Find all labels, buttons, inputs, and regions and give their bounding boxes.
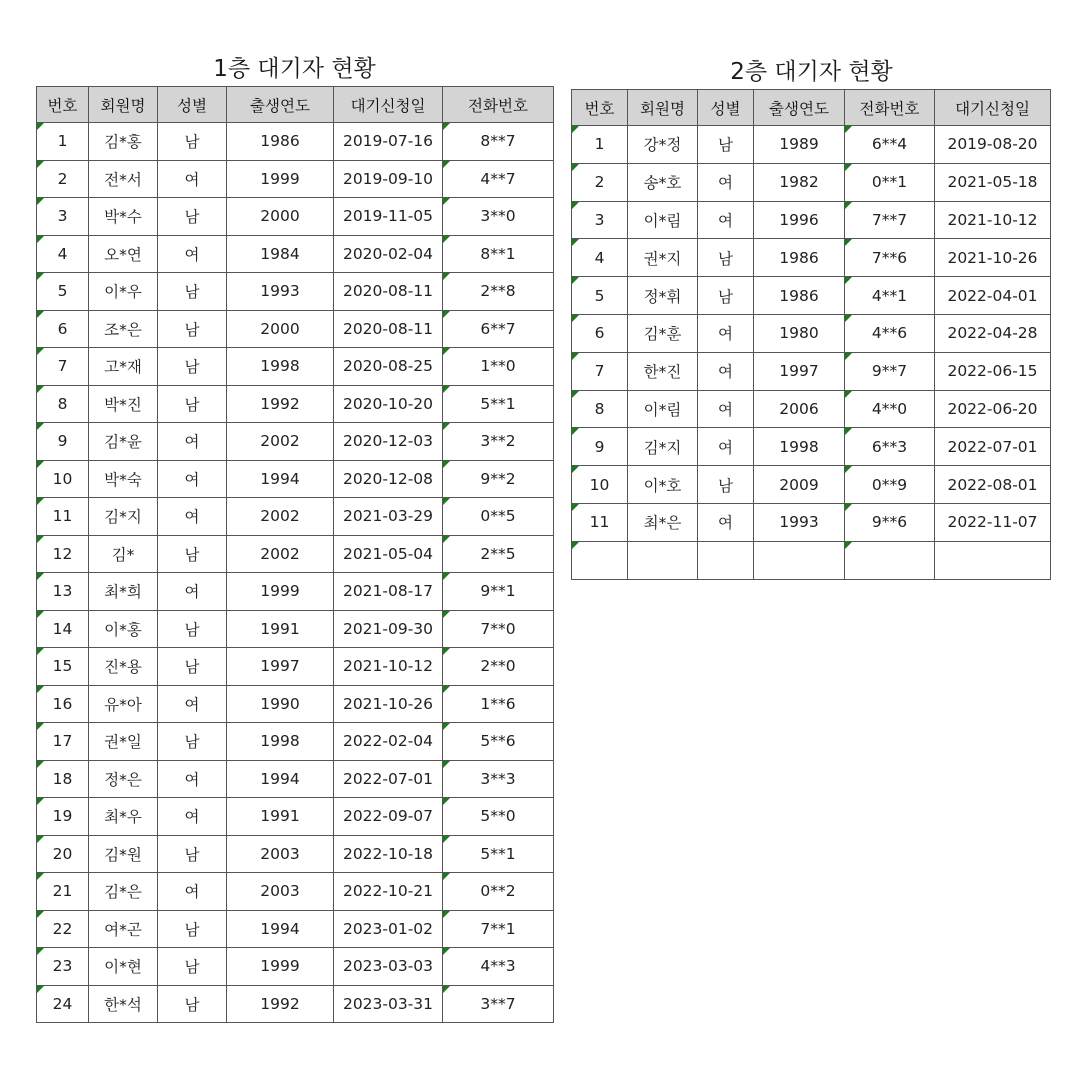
cell-no: 5 [572, 277, 628, 315]
cell-phone: 7**7 [845, 201, 935, 239]
cell-no: 18 [37, 760, 89, 798]
cell-no: 15 [37, 648, 89, 686]
cell-no: 16 [37, 685, 89, 723]
cell-no: 6 [572, 314, 628, 352]
cell-wait-date: 2020-12-03 [334, 423, 443, 461]
table-row-partial [572, 541, 1051, 579]
cell-phone: 7**6 [845, 239, 935, 277]
cell-member-name: 여*곤 [89, 910, 158, 948]
cell-phone: 4**6 [845, 314, 935, 352]
cell-phone: 1**6 [443, 685, 554, 723]
cell-wait-date: 2021-03-29 [334, 498, 443, 536]
cell-empty [572, 541, 628, 579]
cell-phone: 2**0 [443, 648, 554, 686]
cell-member-name: 한*진 [628, 352, 698, 390]
cell-phone: 4**0 [845, 390, 935, 428]
cell-member-name: 이*림 [628, 390, 698, 428]
cell-birth-year: 2003 [227, 873, 334, 911]
cell-no: 14 [37, 610, 89, 648]
table-row [37, 498, 554, 536]
header-no: 번호 [572, 90, 628, 126]
cell-wait-date: 2022-08-01 [935, 466, 1051, 504]
cell-gender: 여 [698, 503, 754, 541]
cell-wait-date: 2021-10-26 [334, 685, 443, 723]
cell-wait-date: 2020-08-25 [334, 348, 443, 386]
cell-gender: 남 [158, 123, 227, 161]
cell-gender: 남 [158, 985, 227, 1023]
cell-member-name: 오*연 [89, 235, 158, 273]
cell-gender: 여 [698, 314, 754, 352]
cell-birth-year: 1998 [227, 723, 334, 761]
table-2f-waitlist [571, 89, 1051, 580]
cell-birth-year: 1991 [227, 798, 334, 836]
cell-wait-date: 2023-01-02 [334, 910, 443, 948]
cell-wait-date: 2022-07-01 [935, 428, 1051, 466]
cell-gender: 여 [158, 873, 227, 911]
cell-no: 1 [37, 123, 89, 161]
cell-no: 8 [572, 390, 628, 428]
cell-birth-year: 1990 [227, 685, 334, 723]
header-member-name: 회원명 [89, 87, 158, 123]
cell-wait-date: 2021-10-12 [935, 201, 1051, 239]
cell-member-name: 송*호 [628, 163, 698, 201]
cell-phone: 0**1 [845, 163, 935, 201]
table-row [572, 503, 1051, 541]
header-phone: 전화번호 [443, 87, 554, 123]
cell-empty [698, 541, 754, 579]
cell-phone: 3**2 [443, 423, 554, 461]
cell-no: 21 [37, 873, 89, 911]
header-row [572, 90, 1051, 126]
table-row [572, 239, 1051, 277]
cell-phone: 9**1 [443, 573, 554, 611]
table-row [37, 235, 554, 273]
table-row [37, 760, 554, 798]
cell-gender: 여 [158, 498, 227, 536]
cell-birth-year: 2002 [227, 498, 334, 536]
cell-gender: 여 [158, 685, 227, 723]
cell-member-name: 최*우 [89, 798, 158, 836]
cell-no: 1 [572, 126, 628, 164]
cell-wait-date: 2019-11-05 [334, 198, 443, 236]
cell-wait-date: 2021-08-17 [334, 573, 443, 611]
cell-birth-year: 1986 [754, 277, 845, 315]
table-row [572, 277, 1051, 315]
cell-birth-year: 1984 [227, 235, 334, 273]
cell-no: 2 [37, 160, 89, 198]
header-wait-date: 대기신청일 [334, 87, 443, 123]
header-wait-date: 대기신청일 [935, 90, 1051, 126]
cell-birth-year: 1996 [754, 201, 845, 239]
cell-member-name: 유*아 [89, 685, 158, 723]
cell-member-name: 전*서 [89, 160, 158, 198]
cell-no: 3 [572, 201, 628, 239]
cell-birth-year: 1999 [227, 573, 334, 611]
table-row [37, 198, 554, 236]
cell-wait-date: 2022-10-18 [334, 835, 443, 873]
cell-no: 11 [572, 503, 628, 541]
cell-empty [845, 541, 935, 579]
cell-no: 20 [37, 835, 89, 873]
table-row [37, 835, 554, 873]
table-row [37, 685, 554, 723]
cell-wait-date: 2021-05-18 [935, 163, 1051, 201]
cell-member-name: 박*숙 [89, 460, 158, 498]
cell-no: 9 [572, 428, 628, 466]
cell-wait-date: 2020-12-08 [334, 460, 443, 498]
cell-phone: 0**9 [845, 466, 935, 504]
cell-no: 22 [37, 910, 89, 948]
cell-member-name: 강*정 [628, 126, 698, 164]
cell-member-name: 박*수 [89, 198, 158, 236]
cell-member-name: 김*윤 [89, 423, 158, 461]
cell-birth-year: 1998 [754, 428, 845, 466]
cell-gender: 남 [158, 273, 227, 311]
cell-no: 9 [37, 423, 89, 461]
table-row [37, 348, 554, 386]
table-row [37, 310, 554, 348]
table-row [37, 610, 554, 648]
cell-phone: 8**7 [443, 123, 554, 161]
cell-birth-year: 1992 [227, 985, 334, 1023]
cell-phone: 5**1 [443, 385, 554, 423]
cell-no: 17 [37, 723, 89, 761]
table-row [37, 910, 554, 948]
cell-birth-year: 1986 [754, 239, 845, 277]
cell-member-name: 한*석 [89, 985, 158, 1023]
table-row [37, 723, 554, 761]
cell-phone: 3**3 [443, 760, 554, 798]
cell-wait-date: 2021-10-26 [935, 239, 1051, 277]
cell-member-name: 최*희 [89, 573, 158, 611]
cell-gender: 남 [158, 723, 227, 761]
table-row [572, 126, 1051, 164]
cell-birth-year: 1980 [754, 314, 845, 352]
cell-no: 2 [572, 163, 628, 201]
cell-birth-year: 1991 [227, 610, 334, 648]
cell-no: 8 [37, 385, 89, 423]
cell-phone: 6**4 [845, 126, 935, 164]
header-birth-year: 출생연도 [227, 87, 334, 123]
cell-member-name: 김* [89, 535, 158, 573]
cell-phone: 3**0 [443, 198, 554, 236]
cell-wait-date: 2021-09-30 [334, 610, 443, 648]
cell-phone: 9**2 [443, 460, 554, 498]
table-row [37, 798, 554, 836]
cell-no: 12 [37, 535, 89, 573]
cell-member-name: 권*일 [89, 723, 158, 761]
cell-phone: 9**6 [845, 503, 935, 541]
cell-birth-year: 2002 [227, 535, 334, 573]
cell-phone: 4**3 [443, 948, 554, 986]
cell-wait-date: 2022-06-20 [935, 390, 1051, 428]
cell-member-name: 김*지 [89, 498, 158, 536]
cell-member-name: 최*은 [628, 503, 698, 541]
cell-gender: 남 [158, 910, 227, 948]
cell-member-name: 고*재 [89, 348, 158, 386]
cell-wait-date: 2022-02-04 [334, 723, 443, 761]
cell-gender: 남 [698, 466, 754, 504]
cell-no: 11 [37, 498, 89, 536]
table-row [37, 460, 554, 498]
cell-member-name: 이*우 [89, 273, 158, 311]
cell-gender: 여 [158, 798, 227, 836]
table-row [572, 466, 1051, 504]
cell-empty [628, 541, 698, 579]
cell-member-name: 진*용 [89, 648, 158, 686]
cell-birth-year: 2006 [754, 390, 845, 428]
header-member-name: 회원명 [628, 90, 698, 126]
cell-gender: 남 [158, 610, 227, 648]
cell-member-name: 이*호 [628, 466, 698, 504]
cell-birth-year: 2000 [227, 198, 334, 236]
cell-empty [754, 541, 845, 579]
cell-birth-year: 2003 [227, 835, 334, 873]
cell-wait-date: 2022-04-28 [935, 314, 1051, 352]
cell-no: 23 [37, 948, 89, 986]
cell-no: 19 [37, 798, 89, 836]
cell-wait-date: 2019-09-10 [334, 160, 443, 198]
cell-birth-year: 1986 [227, 123, 334, 161]
cell-gender: 남 [158, 535, 227, 573]
table-1f-waitlist [36, 86, 554, 1023]
cell-gender: 여 [698, 201, 754, 239]
table-row [37, 985, 554, 1023]
cell-phone: 4**7 [443, 160, 554, 198]
cell-gender: 남 [698, 277, 754, 315]
cell-member-name: 김*훈 [628, 314, 698, 352]
cell-gender: 남 [158, 648, 227, 686]
cell-gender: 남 [698, 126, 754, 164]
cell-no: 5 [37, 273, 89, 311]
table-row [37, 648, 554, 686]
cell-no: 7 [37, 348, 89, 386]
cell-wait-date: 2022-07-01 [334, 760, 443, 798]
cell-phone: 7**1 [443, 910, 554, 948]
cell-birth-year: 1994 [227, 460, 334, 498]
cell-gender: 여 [158, 423, 227, 461]
cell-no: 10 [572, 466, 628, 504]
cell-no: 4 [37, 235, 89, 273]
cell-birth-year: 1997 [227, 648, 334, 686]
cell-birth-year: 1999 [227, 948, 334, 986]
cell-member-name: 정*은 [89, 760, 158, 798]
cell-wait-date: 2020-02-04 [334, 235, 443, 273]
cell-no: 10 [37, 460, 89, 498]
cell-phone: 8**1 [443, 235, 554, 273]
table-row [37, 873, 554, 911]
cell-member-name: 이*현 [89, 948, 158, 986]
header-gender: 성별 [698, 90, 754, 126]
cell-wait-date: 2022-04-01 [935, 277, 1051, 315]
table-row [37, 573, 554, 611]
table-row [572, 163, 1051, 201]
cell-no: 6 [37, 310, 89, 348]
table-row [37, 273, 554, 311]
cell-member-name: 정*휘 [628, 277, 698, 315]
cell-birth-year: 2009 [754, 466, 845, 504]
cell-no: 7 [572, 352, 628, 390]
cell-member-name: 이*홍 [89, 610, 158, 648]
header-birth-year: 출생연도 [754, 90, 845, 126]
cell-gender: 남 [158, 835, 227, 873]
cell-birth-year: 2002 [227, 423, 334, 461]
cell-phone: 5**0 [443, 798, 554, 836]
table-row [572, 314, 1051, 352]
cell-gender: 여 [698, 163, 754, 201]
cell-member-name: 이*림 [628, 201, 698, 239]
cell-wait-date: 2021-05-04 [334, 535, 443, 573]
cell-wait-date: 2022-06-15 [935, 352, 1051, 390]
cell-phone: 6**7 [443, 310, 554, 348]
cell-wait-date: 2023-03-31 [334, 985, 443, 1023]
header-no: 번호 [37, 87, 89, 123]
cell-birth-year: 1998 [227, 348, 334, 386]
cell-wait-date: 2020-08-11 [334, 310, 443, 348]
cell-phone: 5**6 [443, 723, 554, 761]
cell-gender: 여 [158, 573, 227, 611]
cell-no: 4 [572, 239, 628, 277]
cell-gender: 남 [698, 239, 754, 277]
table1-title: 1층 대기자 현황 [213, 56, 376, 82]
cell-gender: 남 [158, 385, 227, 423]
cell-phone: 1**0 [443, 348, 554, 386]
cell-phone: 4**1 [845, 277, 935, 315]
cell-phone: 9**7 [845, 352, 935, 390]
table-row [572, 352, 1051, 390]
cell-gender: 남 [158, 310, 227, 348]
cell-gender: 여 [158, 760, 227, 798]
cell-phone: 0**2 [443, 873, 554, 911]
table-row [572, 201, 1051, 239]
cell-phone: 7**0 [443, 610, 554, 648]
cell-phone: 2**5 [443, 535, 554, 573]
cell-gender: 남 [158, 198, 227, 236]
cell-member-name: 조*은 [89, 310, 158, 348]
cell-member-name: 박*진 [89, 385, 158, 423]
cell-wait-date: 2022-09-07 [334, 798, 443, 836]
cell-no: 13 [37, 573, 89, 611]
table-row [37, 385, 554, 423]
cell-phone: 6**3 [845, 428, 935, 466]
table-row [572, 428, 1051, 466]
cell-member-name: 김*은 [89, 873, 158, 911]
cell-gender: 여 [158, 160, 227, 198]
table-row [37, 123, 554, 161]
cell-wait-date: 2019-07-16 [334, 123, 443, 161]
cell-birth-year: 1982 [754, 163, 845, 201]
cell-birth-year: 1993 [227, 273, 334, 311]
table-row [37, 535, 554, 573]
cell-gender: 여 [698, 428, 754, 466]
cell-member-name: 김*지 [628, 428, 698, 466]
cell-member-name: 김*홍 [89, 123, 158, 161]
cell-empty [935, 541, 1051, 579]
cell-phone: 5**1 [443, 835, 554, 873]
cell-member-name: 권*지 [628, 239, 698, 277]
cell-birth-year: 1989 [754, 126, 845, 164]
cell-birth-year: 1994 [227, 910, 334, 948]
cell-gender: 남 [158, 348, 227, 386]
table-row [37, 160, 554, 198]
cell-gender: 여 [158, 460, 227, 498]
cell-phone: 2**8 [443, 273, 554, 311]
cell-gender: 여 [698, 390, 754, 428]
cell-no: 24 [37, 985, 89, 1023]
cell-wait-date: 2022-10-21 [334, 873, 443, 911]
cell-birth-year: 1997 [754, 352, 845, 390]
cell-birth-year: 2000 [227, 310, 334, 348]
cell-wait-date: 2019-08-20 [935, 126, 1051, 164]
cell-wait-date: 2022-11-07 [935, 503, 1051, 541]
cell-birth-year: 1994 [227, 760, 334, 798]
header-row [37, 87, 554, 123]
cell-wait-date: 2021-10-12 [334, 648, 443, 686]
cell-gender: 남 [158, 948, 227, 986]
table-row [572, 390, 1051, 428]
cell-phone: 0**5 [443, 498, 554, 536]
cell-wait-date: 2023-03-03 [334, 948, 443, 986]
cell-no: 3 [37, 198, 89, 236]
header-gender: 성별 [158, 87, 227, 123]
table-row [37, 423, 554, 461]
cell-member-name: 김*원 [89, 835, 158, 873]
cell-gender: 여 [698, 352, 754, 390]
cell-birth-year: 1992 [227, 385, 334, 423]
cell-gender: 여 [158, 235, 227, 273]
cell-birth-year: 1999 [227, 160, 334, 198]
header-phone: 전화번호 [845, 90, 935, 126]
table-row [37, 948, 554, 986]
table2-title: 2층 대기자 현황 [730, 59, 893, 85]
cell-wait-date: 2020-10-20 [334, 385, 443, 423]
cell-wait-date: 2020-08-11 [334, 273, 443, 311]
cell-birth-year: 1993 [754, 503, 845, 541]
cell-phone: 3**7 [443, 985, 554, 1023]
